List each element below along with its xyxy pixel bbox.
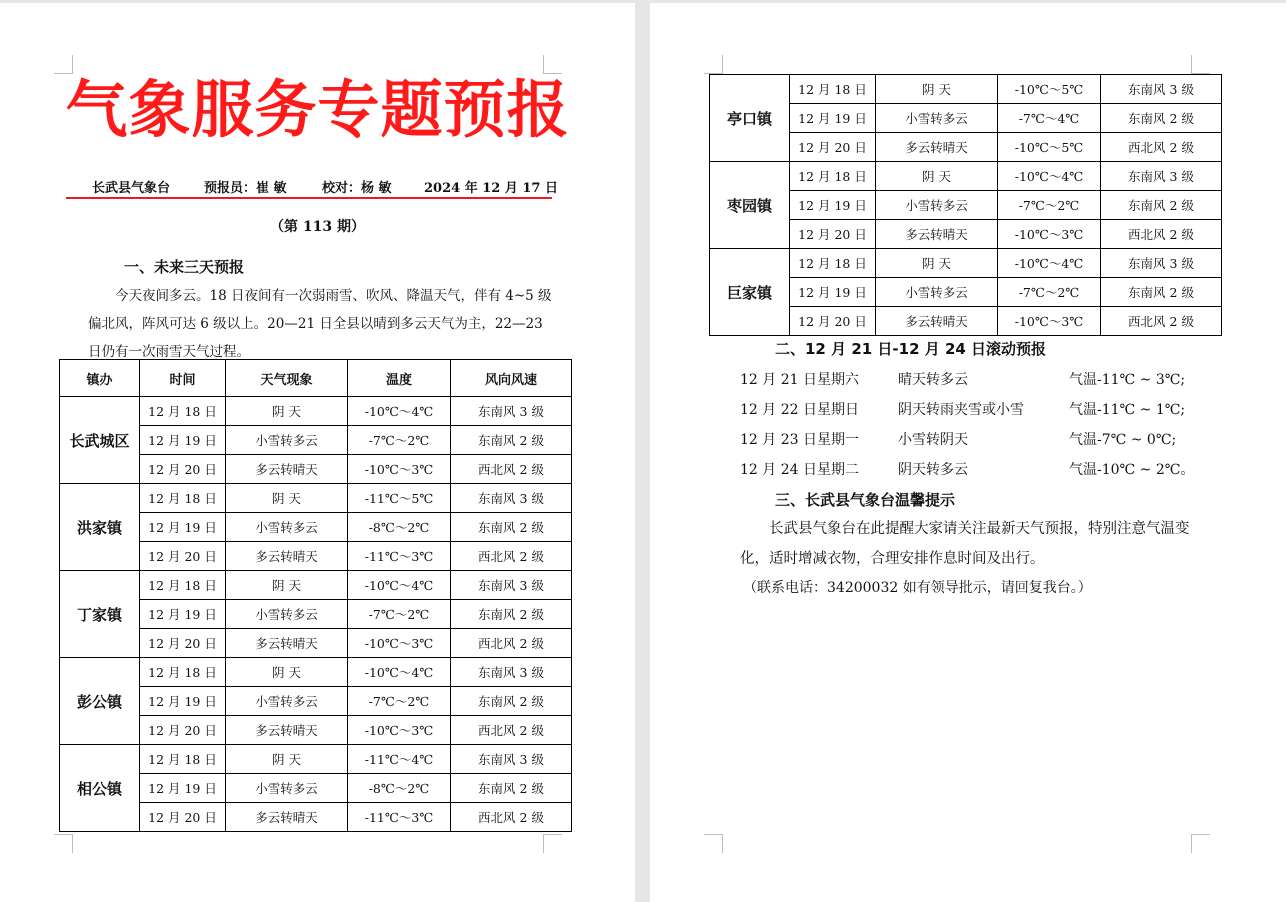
table-row xyxy=(60,484,572,513)
temperature-cell: -10℃～4℃ xyxy=(348,397,451,426)
temperature-cell: -7℃～4℃ xyxy=(998,104,1101,133)
weather-cell: 阴 天 xyxy=(226,397,348,426)
rolling-date: 12 月 21 日星期六 xyxy=(740,372,859,388)
forecast-table xyxy=(59,359,572,832)
rolling-forecast-item xyxy=(740,369,1200,399)
column-header: 天气现象 xyxy=(226,360,348,397)
date-cell: 12 月 20 日 xyxy=(140,455,226,484)
temperature-cell: -8℃～2℃ xyxy=(348,774,451,803)
weather-cell: 多云转晴天 xyxy=(876,307,998,336)
wind-cell: 东南风 2 级 xyxy=(451,774,572,803)
date-cell: 12 月 20 日 xyxy=(790,220,876,249)
reminder-paragraph: 长武县气象台在此提醒大家请关注最新天气预报，特别注意气温变化，适时增减衣物，合理安排作息时间及出行。 xyxy=(740,521,1190,567)
table-row xyxy=(710,75,1222,104)
town-name-cell: 丁家镇 xyxy=(60,571,140,658)
table-row xyxy=(60,658,572,687)
margin-mark xyxy=(54,834,73,853)
date-cell: 12 月 18 日 xyxy=(790,75,876,104)
date-cell: 12 月 20 日 xyxy=(790,307,876,336)
date-cell: 12 月 20 日 xyxy=(790,133,876,162)
column-header: 镇办 xyxy=(60,360,140,397)
town-name-cell: 枣园镇 xyxy=(710,162,790,249)
weather-cell: 小雪转多云 xyxy=(226,513,348,542)
table-body xyxy=(710,75,1222,336)
weather-cell: 小雪转多云 xyxy=(876,191,998,220)
temperature-cell: -10℃～3℃ xyxy=(998,307,1101,336)
column-header: 温度 xyxy=(348,360,451,397)
table-row xyxy=(710,162,1222,191)
issue-number: （第 113 期） xyxy=(270,219,365,235)
document-title: 气象服务专题预报 xyxy=(65,73,570,146)
rolling-temp: 气温-10℃ ~ 2℃。 xyxy=(1069,462,1195,478)
wind-cell: 西北风 2 级 xyxy=(1101,220,1222,249)
agency-name: 长武县气象台 xyxy=(92,181,171,196)
weather-cell: 多云转晴天 xyxy=(226,629,348,658)
wind-cell: 东南风 3 级 xyxy=(1101,75,1222,104)
section-heading: 三、长武县气象台温馨提示 xyxy=(775,491,956,509)
weather-cell: 小雪转多云 xyxy=(226,774,348,803)
date-cell: 12 月 19 日 xyxy=(140,687,226,716)
table-row xyxy=(60,571,572,600)
rolling-temp: 气温-11℃ ~ 1℃; xyxy=(1069,402,1186,418)
date-cell: 12 月 18 日 xyxy=(140,745,226,774)
proofreader: 校对：杨 敏 xyxy=(322,181,392,196)
wind-cell: 东南风 3 级 xyxy=(1101,249,1222,278)
section-heading: 一、未来三天预报 xyxy=(124,258,245,276)
rolling-weather: 小雪转阴天 xyxy=(898,432,968,448)
wind-cell: 西北风 2 级 xyxy=(451,803,572,832)
weather-cell: 阴 天 xyxy=(226,745,348,774)
forecast-table-continued xyxy=(709,74,1222,336)
wind-cell: 东南风 3 级 xyxy=(451,484,572,513)
weather-cell: 多云转晴天 xyxy=(226,542,348,571)
temperature-cell: -10℃～5℃ xyxy=(998,75,1101,104)
rolling-weather: 阴天转多云 xyxy=(898,462,968,478)
date-cell: 12 月 20 日 xyxy=(140,803,226,832)
table-row xyxy=(60,397,572,426)
wind-cell: 东南风 3 级 xyxy=(451,397,572,426)
date-cell: 12 月 20 日 xyxy=(140,542,226,571)
wind-cell: 东南风 3 级 xyxy=(1101,162,1222,191)
rolling-forecast-item xyxy=(740,459,1200,489)
temperature-cell: -7℃～2℃ xyxy=(348,600,451,629)
wind-cell: 西北风 2 级 xyxy=(1101,307,1222,336)
temperature-cell: -10℃～4℃ xyxy=(348,571,451,600)
town-name-cell: 长武城区 xyxy=(60,397,140,484)
wind-cell: 东南风 3 级 xyxy=(451,745,572,774)
wind-cell: 东南风 2 级 xyxy=(1101,104,1222,133)
town-name-cell: 彭公镇 xyxy=(60,658,140,745)
column-header: 时间 xyxy=(140,360,226,397)
weather-cell: 小雪转多云 xyxy=(226,426,348,455)
temperature-cell: -11℃～3℃ xyxy=(348,803,451,832)
date-cell: 12 月 20 日 xyxy=(140,629,226,658)
date-cell: 12 月 18 日 xyxy=(140,484,226,513)
issuer-line xyxy=(66,175,558,199)
date-cell: 12 月 19 日 xyxy=(140,600,226,629)
wind-cell: 东南风 2 级 xyxy=(451,426,572,455)
date-cell: 12 月 18 日 xyxy=(790,162,876,191)
contact-line: （联系电话：34200032 如有领导批示，请回复我台。） xyxy=(743,580,1092,596)
forecaster: 预报员：崔 敏 xyxy=(204,181,287,196)
section-heading: 二、12 月 21 日-12 月 24 日滚动预报 xyxy=(775,340,1047,358)
date-cell: 12 月 19 日 xyxy=(790,191,876,220)
rolling-temp: 气温-7℃ ~ 0℃; xyxy=(1069,432,1177,448)
rolling-weather: 晴天转多云 xyxy=(898,372,968,388)
rolling-date: 12 月 22 日星期日 xyxy=(740,402,859,418)
date-cell: 12 月 19 日 xyxy=(790,278,876,307)
rolling-date: 12 月 23 日星期一 xyxy=(740,432,859,448)
weather-cell: 多云转晴天 xyxy=(226,803,348,832)
weather-cell: 小雪转多云 xyxy=(226,687,348,716)
temperature-cell: -10℃～4℃ xyxy=(998,249,1101,278)
temperature-cell: -7℃～2℃ xyxy=(348,687,451,716)
temperature-cell: -7℃～2℃ xyxy=(998,191,1101,220)
temperature-cell: -10℃～4℃ xyxy=(998,162,1101,191)
temperature-cell: -8℃～2℃ xyxy=(348,513,451,542)
date-cell: 12 月 18 日 xyxy=(140,658,226,687)
weather-cell: 阴 天 xyxy=(226,484,348,513)
town-name-cell: 亭口镇 xyxy=(710,75,790,162)
wind-cell: 东南风 3 级 xyxy=(451,658,572,687)
rolling-date: 12 月 24 日星期二 xyxy=(740,462,859,478)
rolling-temp: 气温-11℃ ~ 3℃; xyxy=(1069,372,1186,388)
rolling-forecast-item xyxy=(740,429,1200,459)
temperature-cell: -11℃～4℃ xyxy=(348,745,451,774)
date-cell: 12 月 19 日 xyxy=(790,104,876,133)
wind-cell: 东南风 2 级 xyxy=(451,687,572,716)
margin-mark xyxy=(704,834,723,853)
date-cell: 12 月 18 日 xyxy=(140,397,226,426)
table-row xyxy=(710,249,1222,278)
table-body xyxy=(60,397,572,832)
wind-cell: 西北风 2 级 xyxy=(1101,133,1222,162)
margin-mark xyxy=(543,834,562,853)
temperature-cell: -10℃～3℃ xyxy=(348,455,451,484)
town-name-cell: 巨家镇 xyxy=(710,249,790,336)
rolling-forecast-item xyxy=(740,399,1200,429)
wind-cell: 西北风 2 级 xyxy=(451,629,572,658)
issue-date: 2024 年 12 月 17 日 xyxy=(424,181,558,196)
weather-cell: 阴 天 xyxy=(876,249,998,278)
rolling-weather: 阴天转雨夹雪或小雪 xyxy=(898,402,1024,418)
table-row xyxy=(60,745,572,774)
margin-mark xyxy=(1191,834,1210,853)
temperature-cell: -10℃～5℃ xyxy=(998,133,1101,162)
wind-cell: 东南风 2 级 xyxy=(451,600,572,629)
weather-cell: 多云转晴天 xyxy=(876,220,998,249)
wind-cell: 西北风 2 级 xyxy=(451,455,572,484)
temperature-cell: -10℃～3℃ xyxy=(998,220,1101,249)
weather-cell: 阴 天 xyxy=(876,162,998,191)
wind-cell: 东南风 2 级 xyxy=(451,513,572,542)
wind-cell: 西北风 2 级 xyxy=(451,542,572,571)
temperature-cell: -10℃～3℃ xyxy=(348,629,451,658)
temperature-cell: -11℃～5℃ xyxy=(348,484,451,513)
date-cell: 12 月 18 日 xyxy=(790,249,876,278)
temperature-cell: -10℃～3℃ xyxy=(348,716,451,745)
weather-cell: 阴 天 xyxy=(226,571,348,600)
weather-cell: 多云转晴天 xyxy=(226,716,348,745)
weather-cell: 小雪转多云 xyxy=(226,600,348,629)
column-header: 风向风速 xyxy=(451,360,572,397)
town-name-cell: 洪家镇 xyxy=(60,484,140,571)
margin-mark xyxy=(704,55,723,74)
weather-cell: 多云转晴天 xyxy=(226,455,348,484)
wind-cell: 东南风 2 级 xyxy=(1101,191,1222,220)
temperature-cell: -7℃～2℃ xyxy=(348,426,451,455)
weather-cell: 阴 天 xyxy=(226,658,348,687)
margin-mark xyxy=(1191,55,1210,74)
wind-cell: 东南风 3 级 xyxy=(451,571,572,600)
date-cell: 12 月 20 日 xyxy=(140,716,226,745)
town-name-cell: 相公镇 xyxy=(60,745,140,832)
wind-cell: 东南风 2 级 xyxy=(1101,278,1222,307)
temperature-cell: -10℃～4℃ xyxy=(348,658,451,687)
date-cell: 12 月 19 日 xyxy=(140,426,226,455)
weather-cell: 小雪转多云 xyxy=(876,278,998,307)
date-cell: 12 月 19 日 xyxy=(140,774,226,803)
wind-cell: 西北风 2 级 xyxy=(451,716,572,745)
temperature-cell: -11℃～3℃ xyxy=(348,542,451,571)
forecast-paragraph: 今天夜间多云。18 日夜间有一次弱雨雪、吹风、降温天气，伴有 4~5 级偏北风，阵风可达 6 级以上。20—21 日全县以晴到多云天气为主，22—23 日仍有一次雨雪天气过程。 xyxy=(88,288,552,360)
weather-cell: 阴 天 xyxy=(876,75,998,104)
date-cell: 12 月 19 日 xyxy=(140,513,226,542)
date-cell: 12 月 18 日 xyxy=(140,571,226,600)
temperature-cell: -7℃～2℃ xyxy=(998,278,1101,307)
weather-cell: 小雪转多云 xyxy=(876,104,998,133)
weather-cell: 多云转晴天 xyxy=(876,133,998,162)
